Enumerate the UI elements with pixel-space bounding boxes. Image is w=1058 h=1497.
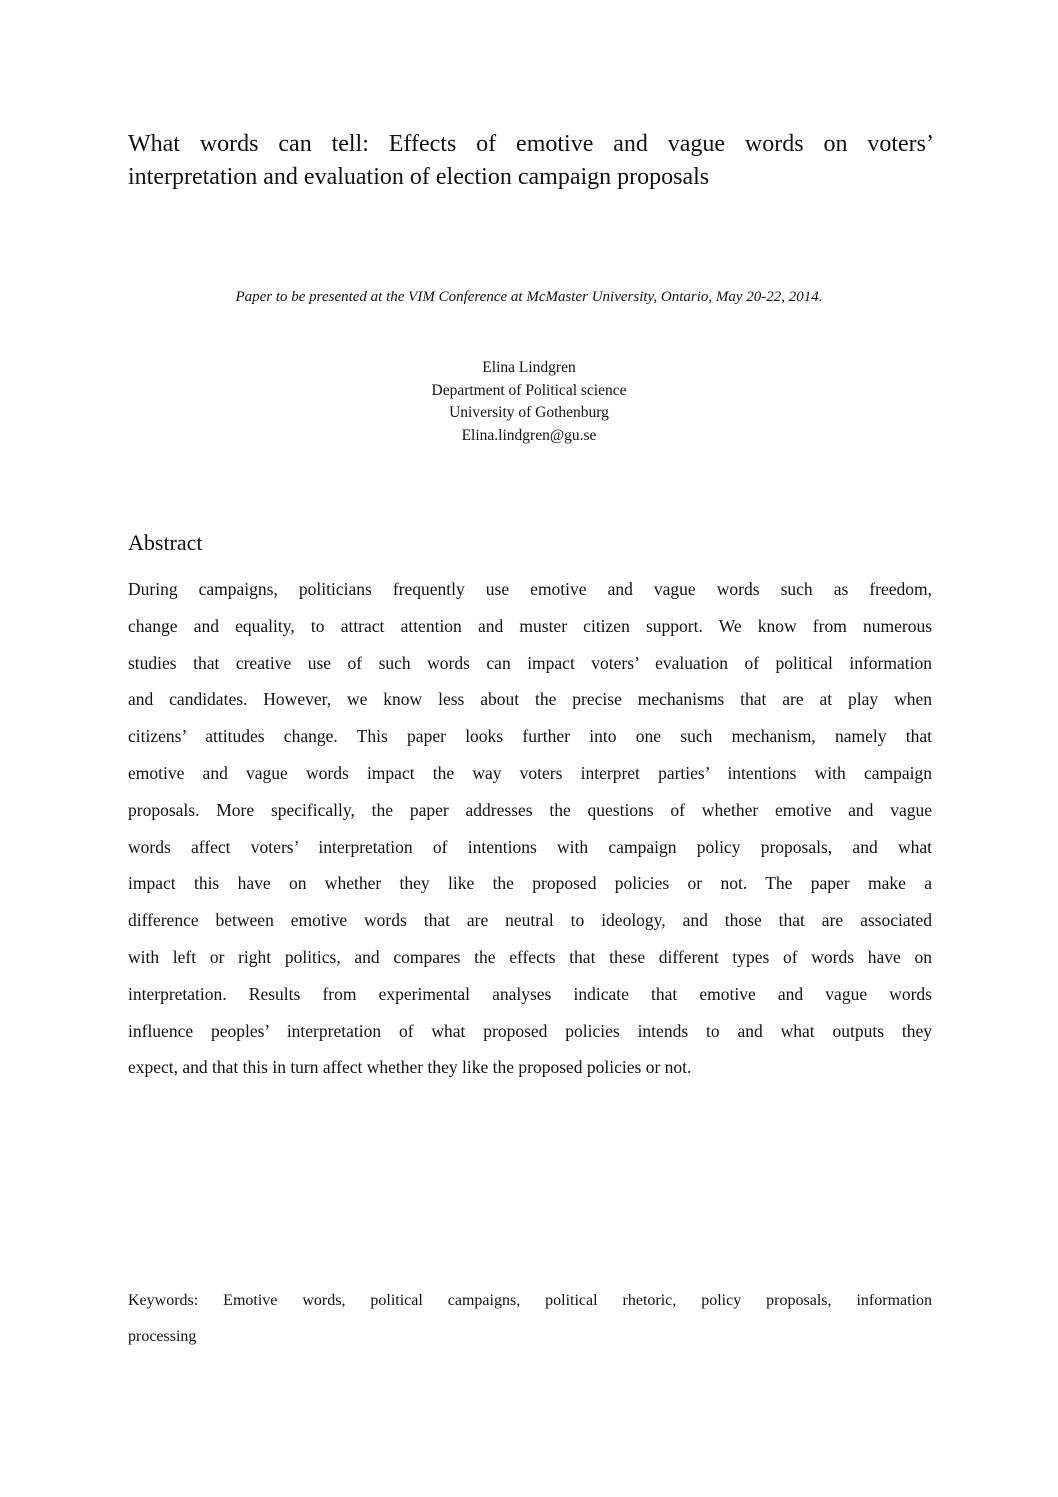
abstract-line: words affect voters’ interpretation of intentions with campaign policy proposals, and what — [128, 836, 932, 857]
author-department: Department of Political science — [431, 381, 627, 399]
keywords-line: processing — [128, 1328, 197, 1345]
abstract-line: interpretation. Results from experimental analyses indicate that emotive and vague words — [128, 983, 932, 1004]
abstract-line: emotive and vague words impact the way voters interpret parties’ intentions with campaign — [128, 762, 932, 783]
author-email: Elina.lindgren@gu.se — [461, 427, 597, 445]
abstract-line: During campaigns, politicians frequently use emotive and vague words such as freedom, — [128, 579, 932, 599]
author-name: Elina Lindgren — [482, 359, 576, 376]
abstract-line: impact this have on whether they like the proposed policies or not. The paper make a — [128, 873, 932, 894]
abstract-line: and candidates. However, we know less about the precise mechanisms that are at play when — [128, 689, 932, 710]
abstract-line: with left or right politics, and compares the effects that these different types of words have on — [128, 946, 932, 967]
author-block — [0, 357, 1058, 448]
abstract-line: proposals. More specifically, the paper addresses the questions of whether emotive and vague — [128, 799, 932, 820]
abstract-line: influence peoples’ interpretation of what proposed policies intends to and what outputs they — [128, 1020, 932, 1041]
abstract-line: change and equality, to attract attention and muster citizen support. We know from numerous — [128, 615, 932, 636]
abstract-body — [128, 571, 932, 1086]
abstract-line: studies that creative use of such words can impact voters’ evaluation of political information — [128, 652, 932, 673]
paper-title — [128, 128, 934, 194]
abstract-heading: Abstract — [128, 530, 203, 555]
author-university: University of Gothenburg — [449, 404, 609, 422]
abstract-line: citizens’ attitudes change. This paper looks further into one such mechanism, namely that — [128, 726, 932, 747]
abstract-line: difference between emotive words that are neutral to ideology, and those that are associated — [128, 910, 932, 931]
venue-note: Paper to be presented at the VIM Conference at McMaster University, Ontario, May 20-22, 2014. — [235, 289, 823, 305]
keywords — [128, 1283, 932, 1355]
abstract-line: expect, and that this in turn affect whether they like the proposed policies or not. — [128, 1057, 692, 1078]
keywords-line: Keywords: Emotive words, political campaigns, political rhetoric, policy proposals, information — [128, 1292, 932, 1309]
title-line: interpretation and evaluation of election campaign proposals — [128, 164, 710, 190]
title-line: What words can tell: Effects of emotive and vague words on voters’ — [128, 131, 934, 157]
